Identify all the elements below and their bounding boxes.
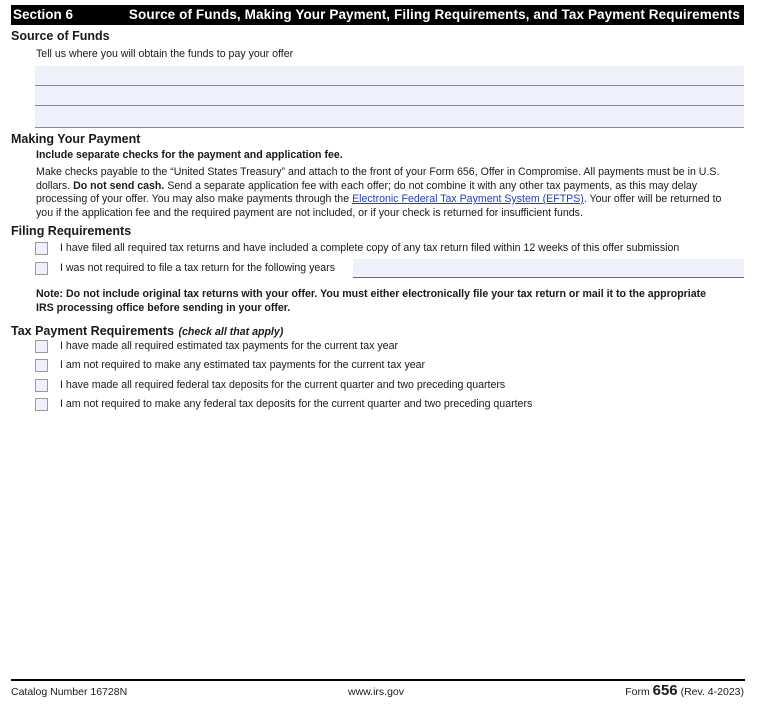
making-payment-subheading: Include separate checks for the payment and application fee. — [36, 149, 343, 161]
filing-requirements-heading: Filing Requirements — [11, 224, 132, 238]
filing-note — [36, 288, 748, 315]
irs-website: www.irs.gov — [348, 686, 405, 698]
tax-payment-option-4-label: I am not required to make any federal tax deposits for the current quarter and two preceding quarters — [60, 398, 533, 410]
form-revision: (Rev. 4-2023) — [680, 686, 744, 698]
source-of-funds-heading: Source of Funds — [11, 29, 110, 43]
tax-payment-checkbox-3[interactable] — [35, 379, 48, 392]
eftps-link[interactable]: Electronic Federal Tax Payment System (EFTPS) — [352, 193, 584, 205]
source-of-funds-line-1[interactable] — [35, 66, 744, 86]
payment-line-3-start: processing of your offer. You may also make payments through the — [36, 193, 350, 205]
tax-payment-heading: Tax Payment Requirements — [11, 324, 175, 338]
no-cash-warning: Do not send cash. — [73, 179, 165, 192]
filing-checkbox-1[interactable] — [35, 242, 48, 255]
tax-payment-option-3-label: I have made all required federal tax deposits for the current quarter and two preceding quarters — [60, 379, 506, 391]
source-of-funds-prompt: Tell us where you will obtain the funds to pay your offer — [36, 48, 294, 60]
tax-payment-option-1-label: I have made all required estimated tax payments for the current tax year — [60, 340, 398, 352]
payment-line-1: Make checks payable to the “United States Treasury” and attach to the front of your Form 656, Offer in Compromise. All payments must be in U.S. — [36, 166, 720, 178]
form-number: 656 — [652, 682, 678, 699]
tax-payment-checkbox-2[interactable] — [35, 359, 48, 372]
payment-line-2 — [36, 180, 748, 194]
years-not-required-field[interactable] — [353, 259, 744, 278]
making-payment-heading: Making Your Payment — [11, 132, 141, 146]
filing-note-line-1: Note: Do not include original tax returns with your offer. You must either electronically file your tax return or mail it to the appropriate — [36, 288, 707, 300]
payment-line-4: you if the application fee and the required payment are not included, or if your check is returned for insufficient funds. — [36, 206, 583, 219]
tax-payment-checkbox-1[interactable] — [35, 340, 48, 353]
filing-option-1-label: I have filed all required tax returns and have included a complete copy of any tax return filed within 12 weeks of this offer submission — [60, 242, 680, 254]
payment-line-2-end: Send a separate application fee with each offer; do not combine it with any other tax payments, as this may delay — [167, 179, 698, 192]
footer-divider — [11, 679, 745, 681]
payment-line-3-end: . Your offer will be returned to — [583, 193, 722, 205]
making-payment-paragraph — [36, 166, 748, 220]
filing-note-line-2: IRS processing office before sending in your offer. — [36, 301, 291, 314]
form-prefix: Form — [625, 686, 650, 698]
tax-payment-heading-row — [11, 322, 283, 340]
form-identifier — [625, 682, 744, 699]
tax-payment-heading-note: (check all that apply) — [178, 326, 284, 338]
filing-checkbox-2[interactable] — [35, 262, 48, 275]
catalog-number: Catalog Number 16728N — [11, 686, 128, 698]
payment-line-2-start: dollars. — [36, 179, 71, 192]
section-title: Source of Funds, Making Your Payment, Filing Requirements, and Tax Payment Requirements — [128, 7, 740, 22]
payment-line-3 — [36, 193, 748, 207]
section-number: Section 6 — [13, 7, 74, 22]
tax-payment-checkbox-4[interactable] — [35, 398, 48, 411]
source-of-funds-line-3[interactable] — [35, 106, 744, 128]
source-of-funds-line-2[interactable] — [35, 86, 744, 106]
filing-option-2-label: I was not required to file a tax return for the following years — [60, 262, 335, 274]
section-header-bar — [11, 5, 744, 25]
tax-payment-option-2-label: I am not required to make any estimated tax payments for the current tax year — [60, 359, 426, 371]
